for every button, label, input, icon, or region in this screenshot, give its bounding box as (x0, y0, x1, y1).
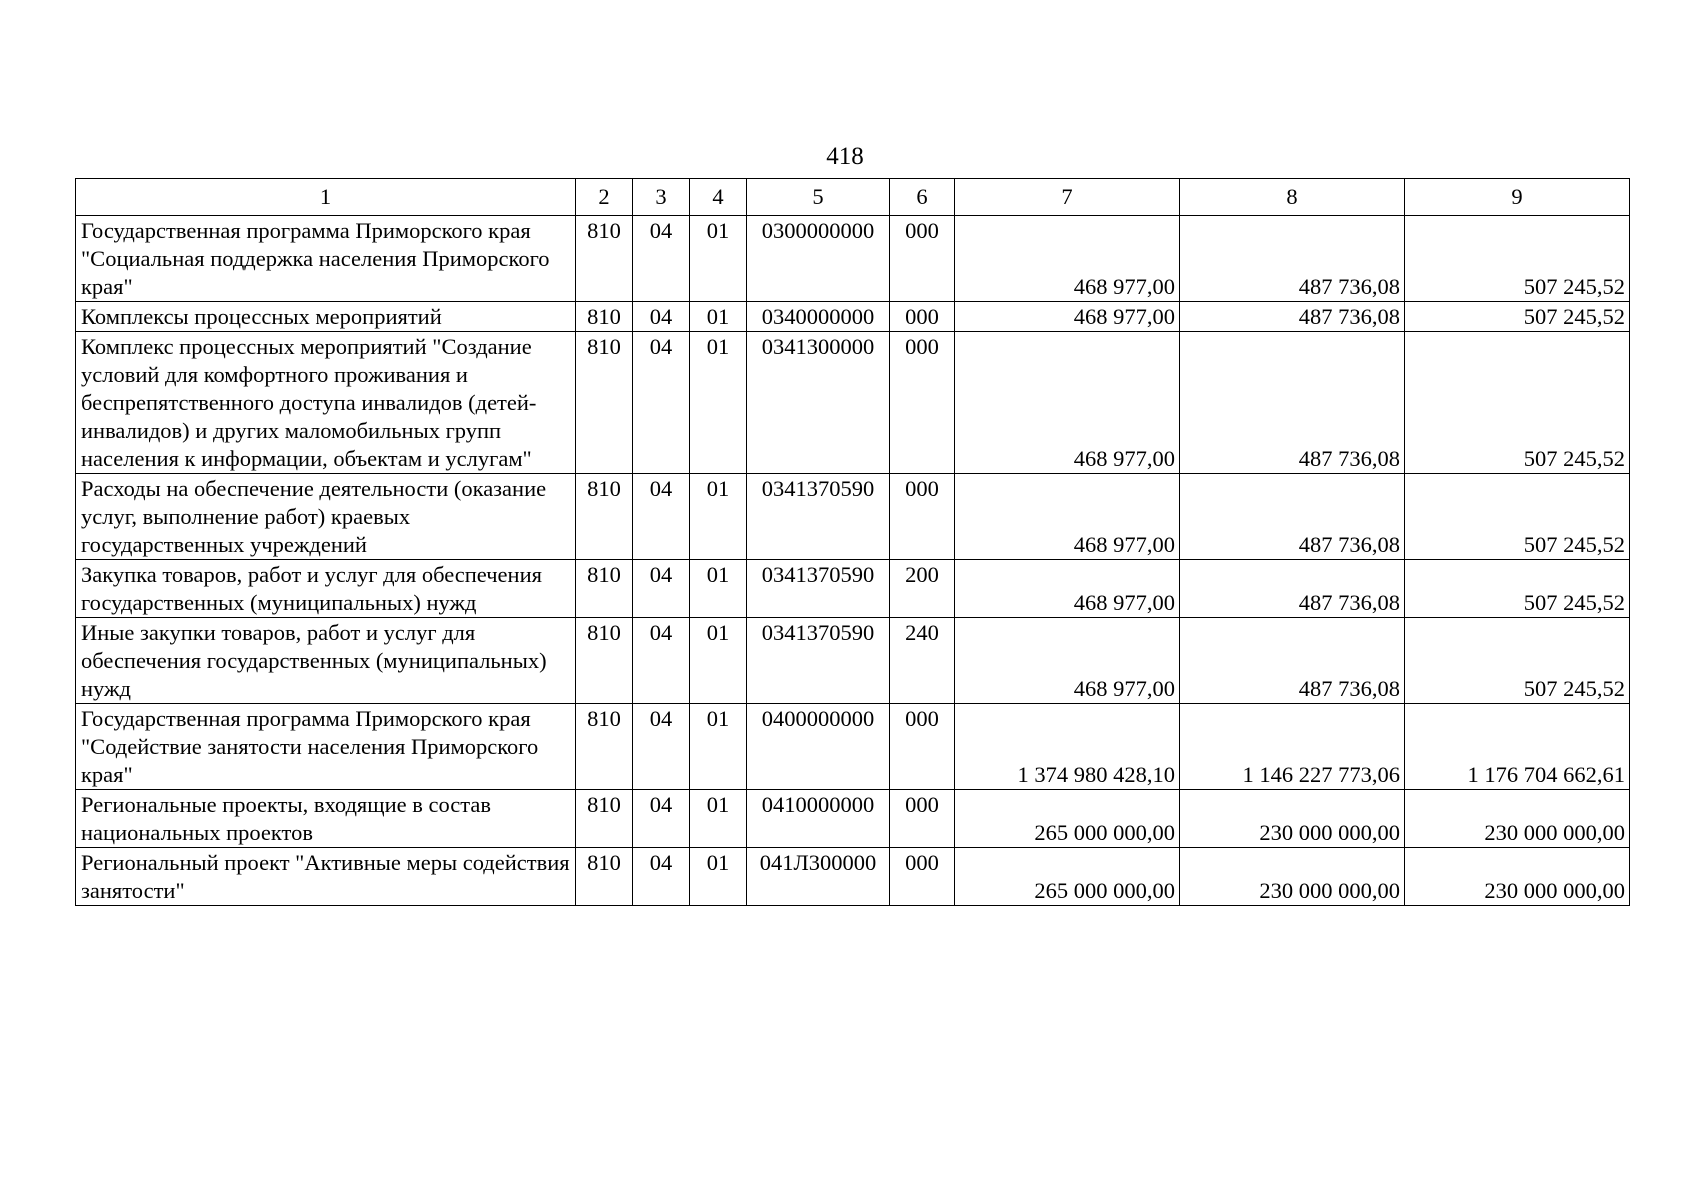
target-article-code: 0340000000 (747, 302, 890, 332)
ministry-code: 810 (576, 790, 633, 848)
column-header-9: 9 (1405, 179, 1630, 216)
target-article-code: 0410000000 (747, 790, 890, 848)
ministry-code: 810 (576, 474, 633, 560)
target-article-code: 0400000000 (747, 704, 890, 790)
row-name: Комплекс процессных мероприятий "Создание условий для комфортного проживания и беспрепятственного доступа инвалидов (детей-инвалидов) и других маломобильных групп населения к информации, объектам и услугам" (76, 332, 576, 474)
target-article-code: 0341300000 (747, 332, 890, 474)
column-header-2: 2 (576, 179, 633, 216)
target-article-code: 041Л300000 (747, 848, 890, 906)
expense-type-code: 000 (890, 216, 955, 302)
subsection-code: 01 (690, 790, 747, 848)
subsection-code: 01 (690, 216, 747, 302)
expense-type-code: 240 (890, 618, 955, 704)
section-code: 04 (633, 560, 690, 618)
expense-type-code: 000 (890, 474, 955, 560)
subsection-code: 01 (690, 704, 747, 790)
amount-year-3: 1 176 704 662,61 (1405, 704, 1630, 790)
row-name: Государственная программа Приморского края "Социальная поддержка населения Приморского края" (76, 216, 576, 302)
column-header-6: 6 (890, 179, 955, 216)
column-header-8: 8 (1180, 179, 1405, 216)
target-article-code: 0341370590 (747, 560, 890, 618)
subsection-code: 01 (690, 332, 747, 474)
row-name: Иные закупки товаров, работ и услуг для обеспечения государственных (муниципальных) нужд (76, 618, 576, 704)
expense-type-code: 000 (890, 302, 955, 332)
row-name: Расходы на обеспечение деятельности (оказание услуг, выполнение работ) краевых государственных учреждений (76, 474, 576, 560)
table-row (76, 848, 1630, 906)
amount-year-1: 468 977,00 (955, 302, 1180, 332)
page-number: 418 (826, 143, 864, 170)
amount-year-3: 507 245,52 (1405, 618, 1630, 704)
target-article-code: 0341370590 (747, 474, 890, 560)
section-code: 04 (633, 332, 690, 474)
amount-year-3: 507 245,52 (1405, 474, 1630, 560)
column-number-row (76, 179, 1630, 216)
subsection-code: 01 (690, 474, 747, 560)
amount-year-2: 230 000 000,00 (1180, 790, 1405, 848)
table-row (76, 474, 1630, 560)
table-row (76, 332, 1630, 474)
row-name: Комплексы процессных мероприятий (76, 302, 576, 332)
section-code: 04 (633, 216, 690, 302)
expense-type-code: 000 (890, 790, 955, 848)
amount-year-2: 1 146 227 773,06 (1180, 704, 1405, 790)
expense-type-code: 000 (890, 332, 955, 474)
table-row (76, 302, 1630, 332)
amount-year-2: 487 736,08 (1180, 332, 1405, 474)
ministry-code: 810 (576, 216, 633, 302)
section-code: 04 (633, 704, 690, 790)
amount-year-1: 265 000 000,00 (955, 790, 1180, 848)
amount-year-1: 265 000 000,00 (955, 848, 1180, 906)
amount-year-3: 507 245,52 (1405, 216, 1630, 302)
row-name: Региональный проект "Активные меры содействия занятости" (76, 848, 576, 906)
amount-year-3: 507 245,52 (1405, 302, 1630, 332)
expense-type-code: 000 (890, 848, 955, 906)
table-row (76, 216, 1630, 302)
ministry-code: 810 (576, 848, 633, 906)
section-code: 04 (633, 618, 690, 704)
amount-year-3: 230 000 000,00 (1405, 848, 1630, 906)
table-row (76, 704, 1630, 790)
amount-year-2: 230 000 000,00 (1180, 848, 1405, 906)
amount-year-3: 507 245,52 (1405, 560, 1630, 618)
ministry-code: 810 (576, 560, 633, 618)
amount-year-1: 468 977,00 (955, 560, 1180, 618)
amount-year-1: 468 977,00 (955, 474, 1180, 560)
section-code: 04 (633, 474, 690, 560)
ministry-code: 810 (576, 618, 633, 704)
amount-year-1: 468 977,00 (955, 618, 1180, 704)
section-code: 04 (633, 790, 690, 848)
expense-type-code: 200 (890, 560, 955, 618)
amount-year-1: 468 977,00 (955, 332, 1180, 474)
amount-year-1: 1 374 980 428,10 (955, 704, 1180, 790)
amount-year-3: 230 000 000,00 (1405, 790, 1630, 848)
ministry-code: 810 (576, 302, 633, 332)
column-header-7: 7 (955, 179, 1180, 216)
amount-year-1: 468 977,00 (955, 216, 1180, 302)
target-article-code: 0341370590 (747, 618, 890, 704)
ministry-code: 810 (576, 332, 633, 474)
subsection-code: 01 (690, 618, 747, 704)
subsection-code: 01 (690, 302, 747, 332)
amount-year-2: 487 736,08 (1180, 560, 1405, 618)
row-name: Закупка товаров, работ и услуг для обеспечения государственных (муниципальных) нужд (76, 560, 576, 618)
section-code: 04 (633, 302, 690, 332)
amount-year-2: 487 736,08 (1180, 474, 1405, 560)
column-header-5: 5 (747, 179, 890, 216)
table-row (76, 790, 1630, 848)
expense-type-code: 000 (890, 704, 955, 790)
budget-table (75, 178, 1630, 906)
amount-year-3: 507 245,52 (1405, 332, 1630, 474)
subsection-code: 01 (690, 560, 747, 618)
row-name: Государственная программа Приморского края "Содействие занятости населения Приморского края" (76, 704, 576, 790)
amount-year-2: 487 736,08 (1180, 216, 1405, 302)
subsection-code: 01 (690, 848, 747, 906)
section-code: 04 (633, 848, 690, 906)
amount-year-2: 487 736,08 (1180, 302, 1405, 332)
column-header-1: 1 (76, 179, 576, 216)
column-header-4: 4 (690, 179, 747, 216)
ministry-code: 810 (576, 704, 633, 790)
amount-year-2: 487 736,08 (1180, 618, 1405, 704)
column-header-3: 3 (633, 179, 690, 216)
table-row (76, 560, 1630, 618)
table-row (76, 618, 1630, 704)
target-article-code: 0300000000 (747, 216, 890, 302)
row-name: Региональные проекты, входящие в состав национальных проектов (76, 790, 576, 848)
